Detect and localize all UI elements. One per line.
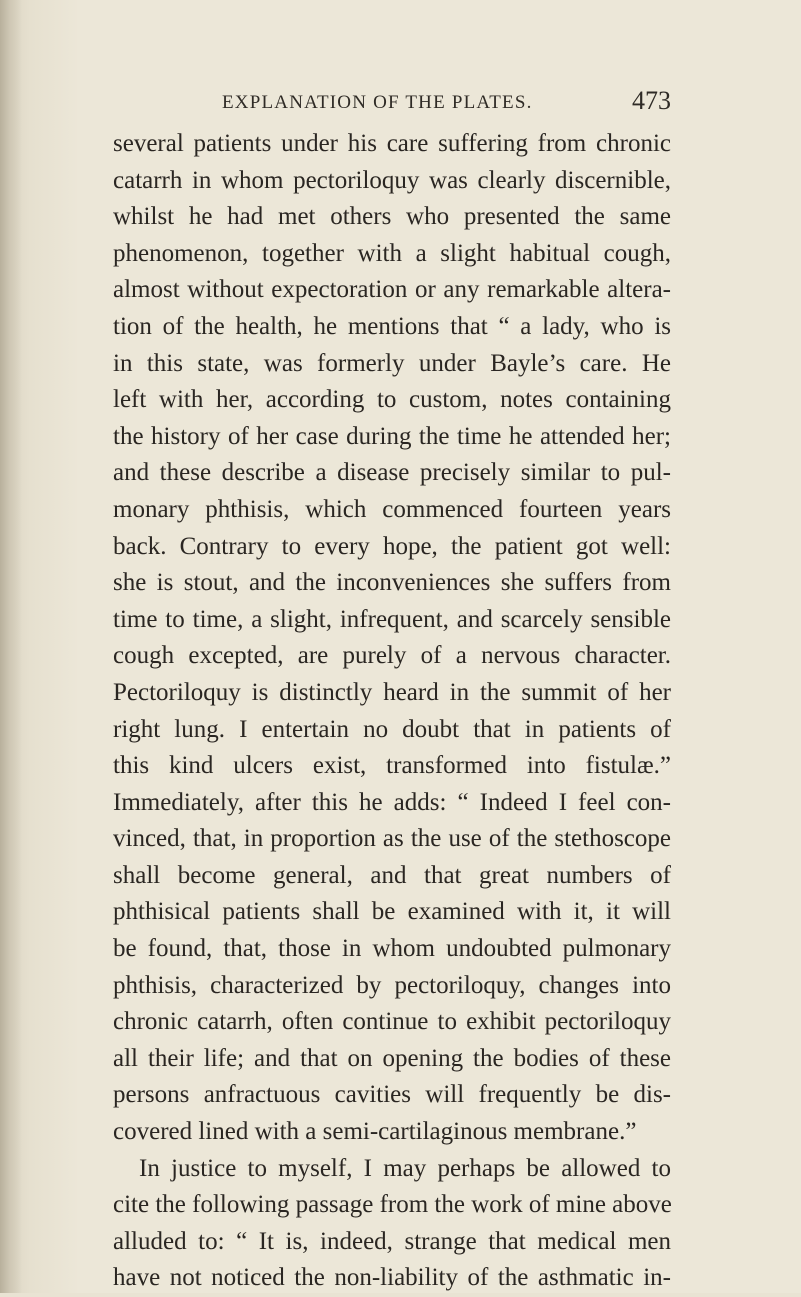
page-number: 473 (632, 86, 671, 115)
text-line: be found, that, those in whom undoubted pulmonary (113, 935, 671, 963)
text-line: shall become general, and that great numbers of (113, 861, 671, 889)
text-line: she is stout, and the inconveniences she suffers from (113, 569, 671, 597)
running-head (0, 86, 801, 116)
text-line: In justice to myself, I may perhaps be allowed to (139, 1154, 671, 1182)
text-line: phthisical patients shall be examined with it, it will (113, 898, 671, 926)
running-title: EXPLANATION OF THE PLATES. (222, 92, 533, 113)
text-line: Immediately, after this he adds: “ Indeed I feel con- (113, 788, 671, 816)
text-line: chronic catarrh, often continue to exhibit pectoriloquy (113, 1008, 671, 1036)
text-line: phthisis, characterized by pectoriloquy, changes into (113, 971, 671, 999)
text-line: catarrh in whom pectoriloquy was clearly discernible, (113, 166, 671, 194)
text-line: covered lined with a semi-cartilaginous membrane.” (113, 1118, 637, 1146)
text-line: left with her, according to custom, notes containing (113, 386, 671, 414)
text-line: several patients under his care suffering from chronic (113, 130, 671, 157)
text-line: have not noticed the non-liability of the asthmatic in- (113, 1264, 671, 1292)
text-line: right lung. I entertain no doubt that in patients of (113, 715, 671, 743)
text-line: whilst he had met others who presented the same (113, 203, 671, 231)
text-line: time to time, a slight, infrequent, and scarcely sensible (113, 605, 671, 633)
text-line: persons anfractuous cavities will frequently be dis- (113, 1081, 671, 1109)
text-line: cite the following passage from the work of mine above (113, 1191, 672, 1219)
text-line: back. Contrary to every hope, the patient got well: (113, 532, 671, 560)
text-line: tion of the health, he mentions that “ a lady, who is (113, 312, 671, 340)
text-line: the history of her case during the time he attended her; (113, 422, 671, 450)
text-line: Pectoriloquy is distinctly heard in the summit of her (113, 678, 671, 706)
text-line: in this state, was formerly under Bayle’s care. He (113, 349, 671, 377)
text-line: monary phthisis, which commenced fourteen years (113, 495, 671, 523)
text-line: all their life; and that on opening the bodies of these (113, 1044, 671, 1072)
body-text (113, 126, 671, 1297)
text-line: this kind ulcers exist, transformed into fistulæ.” (113, 752, 671, 780)
text-line: almost without expectoration or any remarkable altera- (113, 276, 671, 304)
text-line: and these describe a disease precisely similar to pul- (113, 459, 671, 487)
page-gutter-shadow (0, 0, 22, 1293)
text-line: vinced, that, in proportion as the use of the stethoscope (113, 825, 671, 853)
text-line: alluded to: “ It is, indeed, strange that medical men (113, 1227, 671, 1255)
text-line: cough excepted, are purely of a nervous character. (113, 642, 671, 670)
text-line: phenomenon, together with a slight habitual cough, (113, 239, 671, 267)
